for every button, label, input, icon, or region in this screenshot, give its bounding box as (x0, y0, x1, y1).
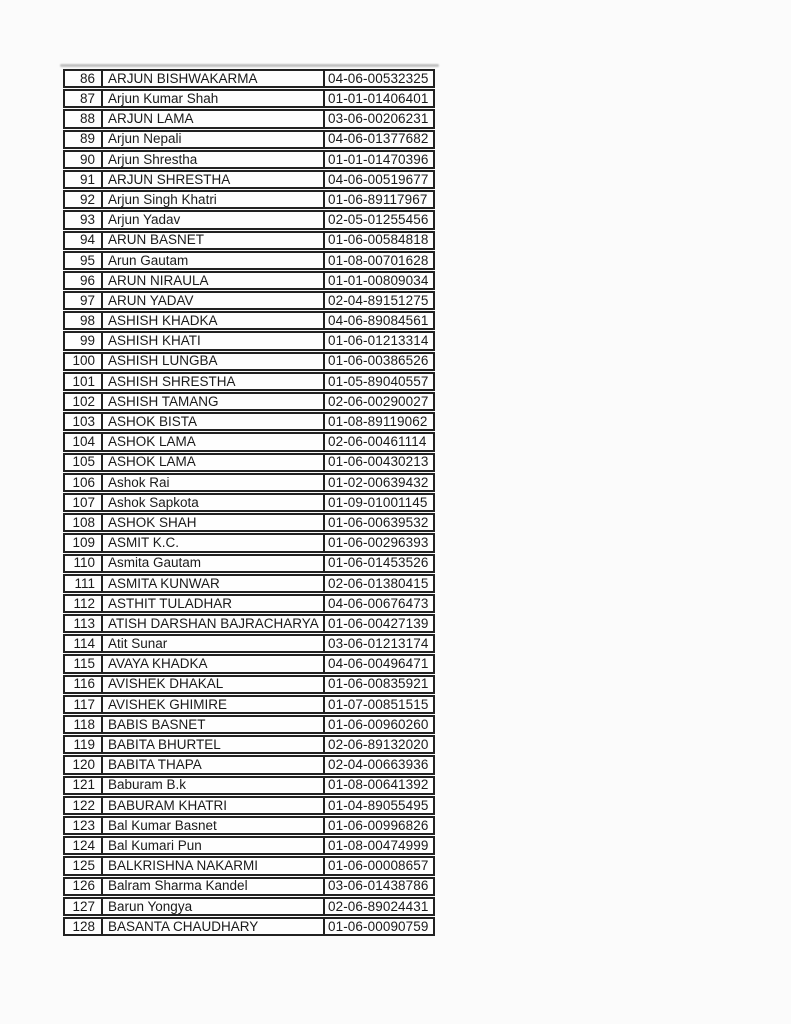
row-number-cell: 113 (65, 616, 103, 631)
row-number-cell: 97 (65, 293, 103, 308)
id-cell: 01-06-00090759 (328, 918, 429, 934)
row-number-cell: 128 (65, 919, 103, 934)
row-number-cell: 91 (65, 172, 103, 187)
id-cell: 03-06-01213174 (328, 636, 429, 652)
id-cell: 04-06-00532325 (328, 71, 429, 86)
name-cell: Arjun Kumar Shah (103, 91, 325, 106)
table-row (63, 372, 435, 391)
id-cell: 02-06-01380415 (328, 575, 429, 591)
id-cell: 03-06-01438786 (328, 878, 429, 894)
id-cell: 04-06-00519677 (328, 171, 429, 187)
id-cell: 01-09-01001145 (328, 494, 428, 510)
name-cell: BABIS BASNET (103, 717, 325, 732)
row-number-cell: 111 (65, 576, 103, 591)
row-number-cell: 120 (65, 757, 103, 772)
table-row (63, 877, 435, 896)
row-number-cell: 94 (65, 233, 103, 248)
table-row (63, 796, 435, 815)
table-row (63, 352, 435, 371)
table-row (63, 836, 435, 855)
table-row (63, 453, 435, 472)
id-cell: 01-08-00701628 (328, 252, 429, 268)
table-row (63, 634, 435, 653)
name-cell: Bal Kumar Basnet (103, 818, 325, 833)
name-cell: Arjun Singh Khatri (103, 192, 325, 207)
id-cell: 01-06-00386526 (328, 353, 429, 369)
row-number-cell: 90 (65, 152, 103, 167)
id-cell: 01-06-00427139 (328, 616, 429, 631)
id-cell: 04-06-00676473 (328, 595, 429, 611)
name-cell: ASHOK LAMA (103, 455, 325, 470)
name-cell: AVISHEK GHIMIRE (103, 697, 325, 712)
row-number-cell: 114 (65, 636, 103, 651)
table-row (63, 533, 435, 552)
row-number-cell: 121 (65, 778, 103, 793)
name-cell: ASHOK LAMA (103, 434, 325, 449)
name-cell: ASHISH TAMANG (103, 394, 325, 409)
row-number-cell: 125 (65, 858, 103, 873)
row-number-cell: 101 (65, 374, 103, 389)
row-number-cell: 127 (65, 899, 103, 914)
name-cell: Arjun Nepali (103, 132, 325, 147)
row-number-cell: 107 (65, 495, 103, 510)
id-cell: 01-06-00296393 (328, 535, 429, 551)
id-cell: 01-08-00474999 (328, 838, 429, 853)
name-cell: ASHISH SHRESTHA (103, 374, 325, 389)
row-number-cell: 119 (65, 737, 103, 752)
name-cell: ATISH DARSHAN BAJRACHARYA (103, 616, 325, 631)
table-row (63, 654, 435, 673)
row-number-cell: 95 (65, 253, 103, 268)
table-row (63, 776, 435, 795)
name-cell: ARJUN BISHWAKARMA (103, 71, 325, 86)
id-cell: 01-06-00639532 (328, 515, 429, 530)
table-row (63, 493, 435, 512)
id-cell: 01-05-89040557 (328, 373, 429, 389)
table-row (63, 210, 435, 229)
name-cell: ASHOK SHAH (103, 515, 325, 530)
row-number-cell: 88 (65, 111, 103, 126)
table-row (63, 69, 435, 88)
name-cell: Atit Sunar (103, 636, 325, 651)
table-row (63, 735, 435, 754)
row-number-cell: 105 (65, 455, 103, 470)
name-cell: ARUN YADAV (103, 293, 325, 308)
name-cell: Arun Gautam (103, 253, 325, 268)
table-row (63, 816, 435, 835)
row-number-cell: 124 (65, 838, 103, 853)
name-cell: AVAYA KHADKA (103, 656, 325, 671)
table-row (63, 432, 435, 451)
row-number-cell: 103 (65, 414, 103, 429)
table-row (63, 675, 435, 694)
name-cell: Ashok Sapkota (103, 495, 325, 510)
row-number-cell: 115 (65, 656, 103, 671)
name-cell: AVISHEK DHAKAL (103, 677, 325, 692)
id-cell: 02-04-00663936 (328, 757, 429, 773)
name-cell: ASHOK BISTA (103, 414, 325, 429)
table-row (63, 130, 435, 149)
table-row (63, 231, 435, 250)
name-cell: ARJUN LAMA (103, 111, 325, 126)
id-cell: 04-06-01377682 (328, 131, 429, 147)
name-cell: ASHISH KHADKA (103, 313, 325, 328)
name-cell: BABURAM KHATRI (103, 798, 325, 813)
name-cell: Barun Yongya (103, 899, 325, 914)
name-cell: Ashok Rai (103, 475, 325, 490)
row-number-cell: 116 (65, 677, 103, 692)
name-cell: Arjun Yadav (103, 212, 325, 227)
roster-table (63, 69, 435, 937)
id-cell: 04-06-89084561 (328, 313, 429, 329)
name-cell: ASTHIT TULADHAR (103, 596, 325, 611)
id-cell: 01-01-01470396 (328, 151, 429, 167)
row-number-cell: 102 (65, 394, 103, 409)
name-cell: ASHISH LUNGBA (103, 354, 325, 369)
scan-artifact-line (60, 64, 439, 67)
table-row (63, 150, 435, 169)
name-cell: Balram Sharma Kandel (103, 879, 325, 894)
table-row (63, 271, 435, 290)
table-row (63, 917, 435, 936)
name-cell: BASANTA CHAUDHARY (103, 919, 325, 934)
id-cell: 01-06-00996826 (328, 817, 429, 833)
row-number-cell: 106 (65, 475, 103, 490)
id-cell: 01-04-89055495 (328, 797, 429, 813)
name-cell: Arjun Shrestha (103, 152, 325, 167)
id-cell: 02-06-00290027 (328, 394, 429, 409)
name-cell: BALKRISHNA NAKARMI (103, 858, 325, 873)
row-number-cell: 123 (65, 818, 103, 833)
id-cell: 02-05-01255456 (328, 212, 429, 228)
row-number-cell: 118 (65, 717, 103, 732)
name-cell: BABITA THAPA (103, 757, 325, 772)
table-row (63, 392, 435, 411)
row-number-cell: 112 (65, 596, 103, 611)
row-number-cell: 104 (65, 434, 103, 449)
table-row (63, 715, 435, 734)
row-number-cell: 117 (65, 697, 103, 712)
table-row (63, 89, 435, 108)
row-number-cell: 98 (65, 313, 103, 328)
row-number-cell: 109 (65, 535, 103, 550)
id-cell: 01-06-89117967 (328, 192, 428, 207)
name-cell: BABITA BHURTEL (103, 737, 325, 752)
id-cell: 01-06-00430213 (328, 454, 429, 470)
table-row (63, 614, 435, 633)
id-cell: 01-06-00835921 (328, 676, 429, 692)
name-cell: Bal Kumari Pun (103, 838, 325, 853)
name-cell: Baburam B.k (103, 778, 325, 793)
table-row (63, 755, 435, 774)
name-cell: ARJUN SHRESTHA (103, 172, 325, 187)
name-cell: ASMITA KUNWAR (103, 576, 325, 591)
table-row (63, 594, 435, 613)
row-number-cell: 108 (65, 515, 103, 530)
table-row (63, 554, 435, 573)
table-row (63, 856, 435, 875)
table-row (63, 251, 435, 270)
table-row (63, 170, 435, 189)
name-cell: ARUN NIRAULA (103, 273, 325, 288)
id-cell: 03-06-00206231 (328, 111, 429, 127)
id-cell: 02-06-89024431 (328, 898, 429, 914)
table-row (63, 695, 435, 714)
row-number-cell: 122 (65, 798, 103, 813)
id-cell: 01-06-00008657 (328, 858, 429, 874)
id-cell: 01-07-00851515 (328, 696, 429, 712)
id-cell: 01-01-01406401 (328, 91, 429, 107)
table-row (63, 109, 435, 128)
table-row (63, 190, 435, 209)
row-number-cell: 100 (65, 354, 103, 369)
table-row (63, 331, 435, 350)
table-row (63, 897, 435, 916)
id-cell: 01-06-01213314 (328, 333, 429, 349)
table-row (63, 412, 435, 431)
id-cell: 01-08-89119062 (328, 414, 428, 430)
table-row (63, 473, 435, 492)
row-number-cell: 110 (65, 556, 103, 571)
name-cell: Asmita Gautam (103, 556, 325, 571)
id-cell: 02-06-89132020 (328, 737, 429, 753)
row-number-cell: 89 (65, 132, 103, 147)
row-number-cell: 93 (65, 212, 103, 227)
table-row (63, 574, 435, 593)
id-cell: 01-06-00584818 (328, 232, 429, 248)
id-cell: 01-08-00641392 (328, 777, 429, 793)
id-cell: 01-06-01453526 (328, 555, 429, 571)
row-number-cell: 99 (65, 333, 103, 348)
row-number-cell: 96 (65, 273, 103, 288)
row-number-cell: 126 (65, 879, 103, 894)
row-number-cell: 86 (65, 71, 103, 86)
id-cell: 02-04-89151275 (328, 293, 429, 308)
table-row (63, 513, 435, 532)
table-row (63, 291, 435, 310)
id-cell: 02-06-00461114 (328, 434, 427, 450)
name-cell: ASHISH KHATI (103, 333, 325, 348)
row-number-cell: 92 (65, 192, 103, 207)
id-cell: 01-06-00960260 (328, 717, 429, 732)
name-cell: ARUN BASNET (103, 233, 325, 248)
id-cell: 01-01-00809034 (328, 272, 429, 288)
row-number-cell: 87 (65, 91, 103, 106)
table-row (63, 311, 435, 330)
id-cell: 04-06-00496471 (328, 656, 429, 672)
id-cell: 01-02-00639432 (328, 474, 429, 490)
name-cell: ASMIT K.C. (103, 535, 325, 550)
